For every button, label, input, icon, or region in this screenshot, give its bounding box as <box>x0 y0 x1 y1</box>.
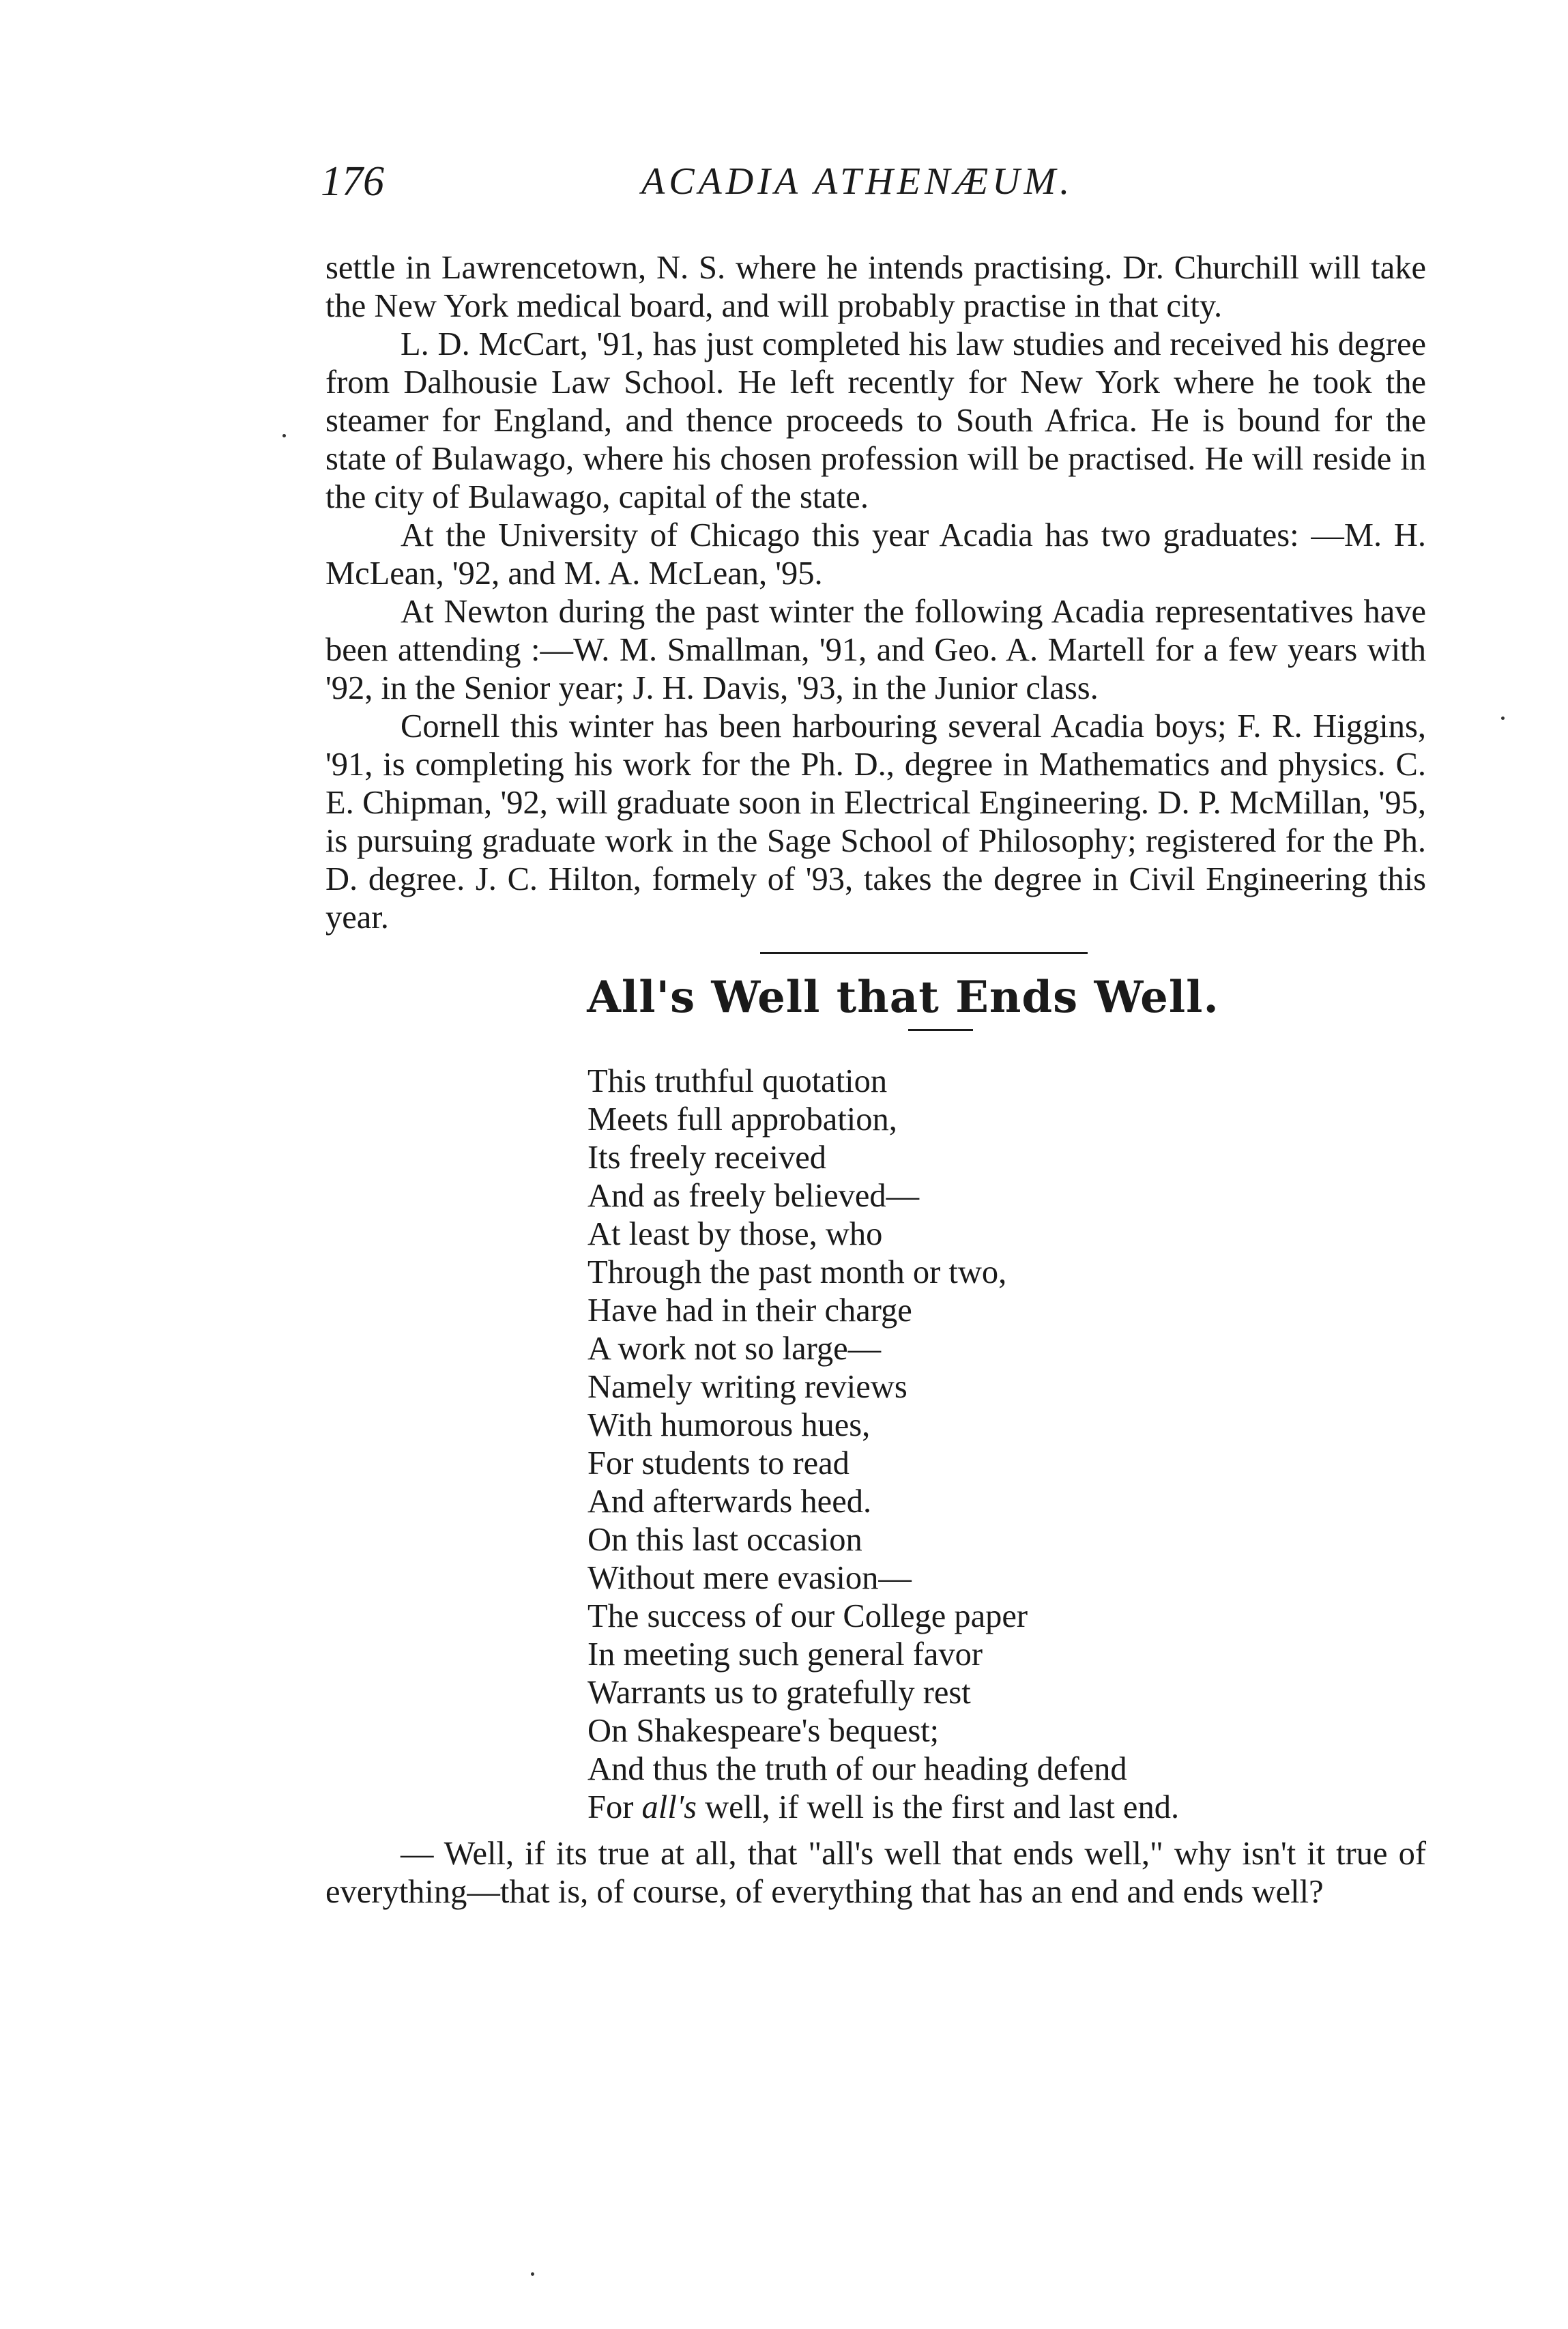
poem-line: And thus the truth of our heading defend <box>587 1751 1127 1787</box>
poem-line: The success of our College paper <box>587 1598 1028 1634</box>
paragraph: Cornell this winter has been harbouring several Acadia boys; F. R. Higgins, '91, is completing his work for the Ph. D., degree in Mathematics and physics. C. E. Chipman, '92, will graduate soon in Electrical Engineering. D. P. McMillan, '95, is pursuing graduate work in the Sage School of Philosophy; registered for the Ph. D. degree. J. C. Hilton, formely of '93, takes the degree in Civil Engineering this year. <box>325 708 1426 936</box>
poem-line: In meeting such general favor <box>587 1636 983 1673</box>
poem-line: And afterwards heed. <box>587 1484 872 1520</box>
poem-line: Have had in their charge <box>587 1292 912 1329</box>
paragraph: At the University of Chicago this year Acadia has two graduates: —M. H. McLean, '92, and M. A. McLean, '95. <box>325 517 1426 592</box>
section-divider <box>760 952 1088 954</box>
poem-line: At least by those, who <box>587 1216 883 1252</box>
poem-line: Without mere evasion— <box>587 1560 912 1596</box>
last-line-end: well, if well is the first and last end. <box>696 1789 1180 1825</box>
poem <box>325 1062 1426 1827</box>
poem-line: On this last occasion <box>587 1522 862 1558</box>
margin-speck <box>1501 717 1505 720</box>
poem-line: With humorous hues, <box>587 1407 871 1443</box>
title-underline <box>908 1029 973 1031</box>
poem-line: This truthful quotation <box>587 1063 888 1099</box>
article-body <box>325 249 1426 1911</box>
paragraph: L. D. McCart, '91, has just completed his law studies and received his degree from Dalhousie Law School. He left recently for New York where he took the steamer for England, and thence proceeds to South Africa. He is bound for the state of Bulawago, where his chosen profession will be practised. He will reside in the city of Bulawago, capital of the state. <box>325 326 1426 515</box>
poem-line: Its freely received <box>587 1140 827 1176</box>
margin-speck <box>282 434 286 437</box>
page-number: 176 <box>321 158 384 205</box>
poem-line: Through the past month or two, <box>587 1254 1007 1290</box>
poem-line: Warrants us to gratefully rest <box>587 1675 971 1711</box>
poem-line: And as freely believed— <box>587 1178 920 1214</box>
poem-last-line <box>587 1789 1426 1827</box>
margin-speck <box>531 2272 534 2276</box>
poem-line: On Shakespeare's bequest; <box>587 1713 940 1749</box>
poem-line: Meets full approbation, <box>587 1101 897 1138</box>
poem-line: For students to read <box>587 1445 850 1481</box>
paragraph: At Newton during the past winter the following Acadia representatives have been attending :—W. M. Smallman, '91, and Geo. A. Martell for a few years with '92, in the Senior year; J. H. Davis, '93, in the Junior class. <box>325 594 1426 706</box>
poem-title: All's Well that Ends Well. <box>587 972 1219 1023</box>
running-head: ACADIA ATHENÆUM. <box>641 160 1074 203</box>
paragraph: settle in Lawrencetown, N. S. where he intends practising. Dr. Churchill will take the New York medical board, and will probably practise in that city. <box>325 250 1426 324</box>
poem-line: Namely writing reviews <box>587 1369 908 1405</box>
last-line-start: For <box>587 1789 642 1825</box>
poem-line: A work not so large— <box>587 1331 882 1367</box>
closing-paragraph: — Well, if its true at all, that "all's well that ends well," why isn't it true of everything—that is, of course, of everything that has an end and ends well? <box>325 1836 1426 1910</box>
last-line-italic: all's <box>641 1789 697 1825</box>
